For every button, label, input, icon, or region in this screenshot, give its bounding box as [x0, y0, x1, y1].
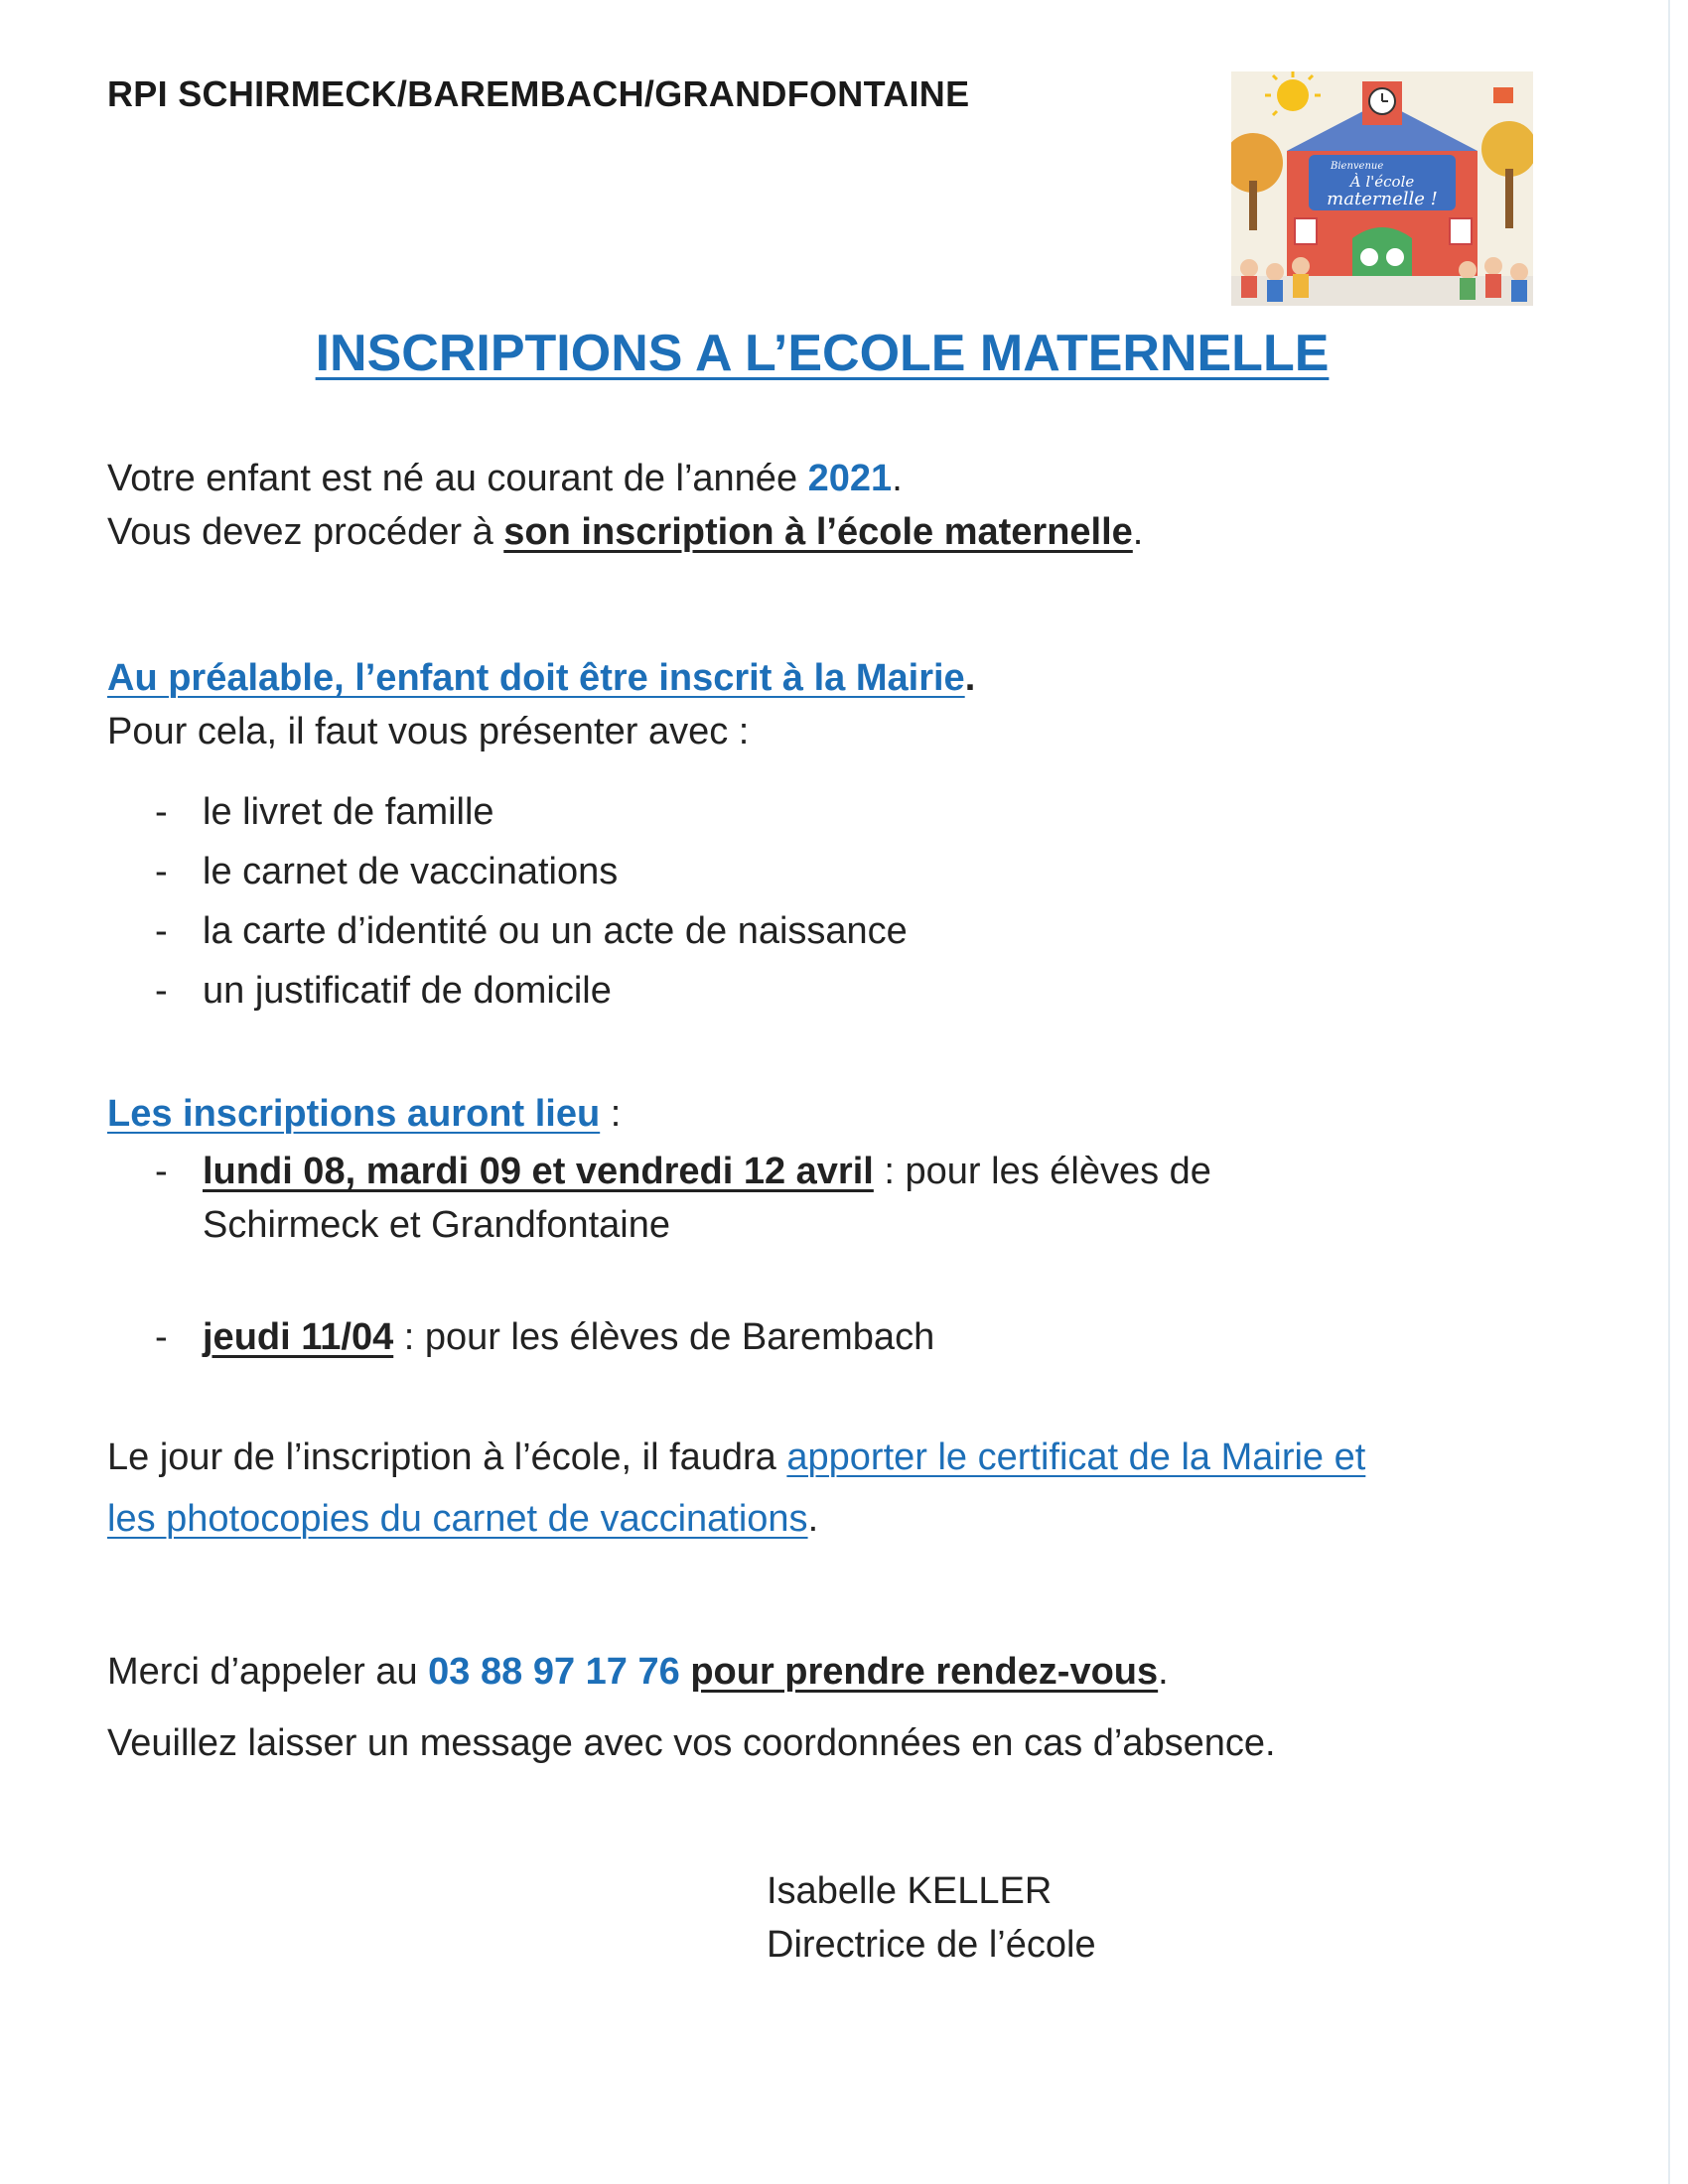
contact-text: Merci d’appeler au	[107, 1651, 429, 1693]
child-5-icon	[1484, 257, 1502, 275]
intro-emphasis: son inscription à l’école maternelle	[503, 511, 1133, 553]
contact-line	[107, 1645, 1169, 1699]
child-3-icon	[1292, 257, 1310, 275]
child-4-icon	[1459, 261, 1477, 279]
certificate-line-1	[107, 1427, 1365, 1488]
tree-left-trunk	[1249, 181, 1257, 230]
absence-note: Veuillez laisser un message avec vos coordonnées en cas d’absence.	[107, 1722, 1276, 1764]
schedule-dates: jeudi 11/04	[203, 1316, 394, 1358]
schedule-dash: -	[155, 1316, 168, 1358]
mairie-section	[107, 651, 975, 758]
schedule-dates: lundi 08, mardi 09 et vendredi 12 avril	[203, 1151, 874, 1192]
certificate-line-2	[107, 1488, 1365, 1550]
list-item: - la carte d’identité ou un acte de naissance	[107, 901, 1497, 961]
list-item: - le carnet de vaccinations	[107, 842, 1497, 901]
certificate-link: apporter le certificat de la Mairie et	[786, 1436, 1366, 1478]
child-6-icon	[1510, 263, 1528, 281]
signature-name: Isabelle KELLER	[767, 1870, 1053, 1912]
banner-small-text: Bienvenue	[1331, 161, 1384, 172]
mairie-heading-suffix: .	[964, 657, 976, 699]
schedule-heading-line	[107, 1087, 621, 1141]
schedule-dash: -	[155, 1151, 168, 1192]
page-edge	[1668, 0, 1670, 2184]
banner-line2-text: maternelle !	[1327, 189, 1438, 209]
intro-line-1-suffix: .	[892, 458, 903, 499]
child-2-icon	[1266, 263, 1284, 281]
documents-list	[107, 782, 1497, 1021]
mairie-lead: Pour cela, il faut vous présenter avec :	[107, 711, 750, 752]
page-title: INSCRIPTIONS A L’ECOLE MATERNELLE	[315, 325, 1330, 382]
window-right	[1450, 218, 1472, 244]
certificate-paragraph	[107, 1427, 1365, 1550]
organization-header: RPI SCHIRMECK/BAREMBACH/GRANDFONTAINE	[107, 73, 970, 114]
schedule-heading-suffix: :	[600, 1093, 622, 1135]
schedule-target: : pour les élèves de	[873, 1151, 1211, 1192]
flag-icon	[1493, 87, 1513, 103]
intro-line-1	[107, 452, 1143, 505]
certificate-suffix: .	[807, 1498, 819, 1540]
schedule-target: : pour les élèves de Barembach	[393, 1316, 935, 1358]
schedule-target-continued: Schirmeck et Grandfontaine	[203, 1204, 671, 1246]
schedule-item-2	[107, 1310, 1547, 1364]
contact-suffix: .	[1158, 1651, 1169, 1693]
child-1-icon	[1240, 259, 1258, 277]
mairie-heading: Au préalable, l’enfant doit être inscrit à la Mairie	[107, 657, 965, 699]
sun-icon	[1277, 79, 1309, 111]
tree-right-trunk	[1505, 169, 1513, 228]
certificate-link-continued: les photocopies du carnet de vaccinations	[107, 1498, 808, 1540]
contact-space	[680, 1651, 691, 1693]
mairie-heading-line	[107, 651, 975, 705]
signature-role: Directrice de l’école	[767, 1924, 1096, 1966]
intro-line-2-suffix: .	[1132, 511, 1144, 553]
intro-line-2-text: Vous devez procéder à	[107, 511, 504, 553]
door-window-left	[1360, 248, 1378, 266]
intro-line-2	[107, 505, 1143, 559]
birth-year: 2021	[807, 458, 893, 499]
signature-block	[767, 1864, 1096, 1972]
list-item: - un justificatif de domicile	[107, 961, 1497, 1021]
intro-line-1-text: Votre enfant est né au courant de l’année	[107, 458, 808, 499]
schedule-heading: Les inscriptions auront lieu	[107, 1093, 601, 1135]
door-window-right	[1386, 248, 1404, 266]
appointment-action: pour prendre rendez-vous	[690, 1651, 1159, 1693]
intro-paragraph	[107, 452, 1143, 559]
list-item: - le livret de famille	[107, 782, 1497, 842]
window-left	[1295, 218, 1317, 244]
certificate-text: Le jour de l’inscription à l’école, il faudra	[107, 1436, 787, 1478]
phone-number: 03 88 97 17 76	[428, 1651, 680, 1693]
schedule-item-1	[107, 1145, 1547, 1252]
banner-line1-text: À l'école	[1349, 173, 1415, 191]
school-illustration	[1231, 71, 1533, 306]
